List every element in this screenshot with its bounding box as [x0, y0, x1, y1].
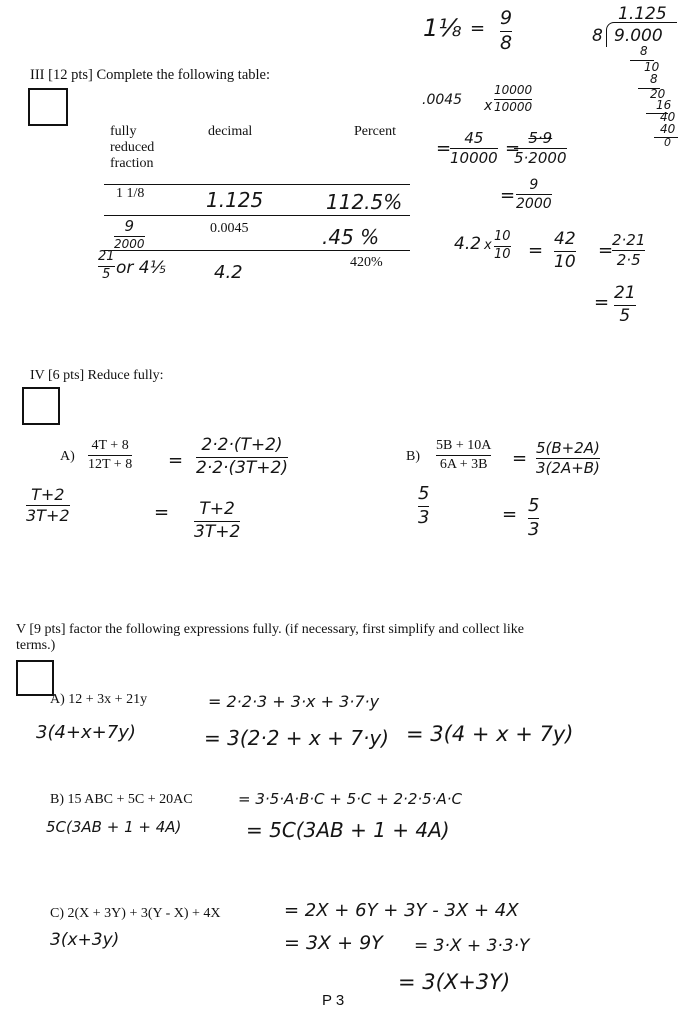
long-division-step: 16	[656, 98, 672, 112]
corner-equals: =	[470, 18, 486, 39]
problem-a-answer: T+2 3T+2	[26, 485, 70, 526]
factor-c-problem: C) 2(X + 3Y) + 3(Y - X) + 4X	[50, 906, 221, 921]
section-iv-score-box	[22, 387, 60, 425]
factor-a-problem: A) 12 + 3x + 21y	[50, 692, 148, 707]
factor-a-work: = 3(4 + x + 7y)	[406, 722, 574, 746]
table-row3-fraction: 21 5	[98, 249, 115, 282]
work-fraction: 9 2000	[516, 177, 552, 213]
work-times: x	[484, 98, 493, 114]
problem-b-expression: 5B + 10A 6A + 3B	[436, 438, 492, 473]
page-number: P 3	[322, 992, 345, 1009]
corner-fraction: 9 8	[500, 7, 513, 54]
work-fraction: 21 5	[614, 283, 636, 326]
long-division-quotient: 1.125	[618, 4, 667, 24]
section-v-score-box	[16, 660, 54, 696]
problem-a-equals: =	[154, 502, 170, 523]
table-header-fraction: fully reduced fraction	[110, 124, 155, 171]
table-row3-decimal: 4.2	[214, 262, 243, 283]
factor-b-work: = 3·5·A·B·C + 5·C + 2·2·5·A·C	[238, 790, 462, 808]
section-iv-title: IV [6 pts] Reduce fully:	[30, 368, 164, 383]
long-division-step: 8	[650, 72, 658, 86]
factor-c-work: = 2X + 6Y + 3Y - 3X + 4X	[284, 900, 519, 921]
problem-b-label: B)	[406, 449, 420, 464]
work-equals: =	[594, 292, 610, 313]
problem-a-label: A)	[60, 449, 75, 464]
work-fraction: 10 10	[494, 229, 511, 262]
factor-c-work: = 3(X+3Y)	[398, 970, 511, 994]
work-equals: =	[500, 185, 516, 206]
corner-mixed-number: 1⅛	[423, 14, 462, 42]
work-equals: =	[598, 240, 614, 261]
table-row1-decimal: 1.125	[206, 188, 264, 212]
table-header-rule	[104, 184, 410, 185]
table-row1-percent: 112.5%	[326, 190, 403, 214]
problem-a-work: 2·2·(T+2) 2·2·(3T+2)	[196, 435, 288, 478]
factor-c-answer: 3(x+3y)	[50, 930, 120, 950]
work-fraction: 5·9 5·2000	[514, 129, 567, 168]
long-division-divisor: 8	[592, 26, 603, 46]
problem-b-answer: 5 3	[418, 483, 430, 528]
factor-b-work: = 5C(3AB + 1 + 4A)	[246, 818, 450, 842]
table-header-decimal: decimal	[208, 124, 253, 139]
section-iii-score-box	[28, 88, 68, 126]
section-v-title: V [9 pts] factor the following expressions fully. (if necessary, first simplify and collect like	[16, 622, 525, 637]
work-fraction: 42 10	[554, 229, 576, 272]
work-equals: =	[436, 138, 452, 159]
work-fraction: 2·21 2·5	[612, 231, 646, 270]
factor-a-work: = 2·2·3 + 3·x + 3·7·y	[208, 692, 380, 711]
long-division-step: 40	[660, 122, 676, 136]
long-division-step: 0	[664, 136, 671, 149]
table-row1-fraction: 1 1/8	[116, 186, 145, 201]
factor-c-work: = 3·X + 3·3·Y	[414, 936, 530, 956]
table-row3-percent: 420%	[350, 255, 383, 270]
section-v-title-cont: terms.)	[16, 638, 56, 653]
problem-b-result: 5 3	[528, 495, 540, 540]
long-division-step: 10	[644, 60, 660, 74]
factor-c-work: = 3X + 9Y	[284, 932, 383, 954]
long-division-dividend: 9.000	[614, 26, 663, 46]
work-decimal: .0045	[422, 92, 463, 108]
long-division-step: 40	[660, 110, 676, 124]
table-row2-percent: .45 %	[322, 225, 380, 249]
long-division-step: 20	[650, 87, 666, 101]
table-row2-decimal: 0.0045	[210, 221, 249, 236]
table-row-rule	[104, 215, 410, 216]
work-equals: =	[528, 240, 544, 261]
work-equals: =	[505, 138, 521, 159]
table-header-percent: Percent	[354, 124, 396, 139]
problem-b-work: 5(B+2A) 3(2A+B)	[536, 439, 600, 478]
factor-b-answer: 5C(3AB + 1 + 4A)	[46, 818, 182, 836]
table-row-rule	[104, 250, 410, 251]
work-times: x	[484, 238, 492, 253]
work-fraction: 45 10000	[450, 129, 498, 168]
long-division-step: 8	[640, 44, 648, 58]
factor-a-answer: 3(4+x+7y)	[36, 722, 136, 743]
problem-b-equals: =	[502, 504, 518, 525]
factor-a-work: = 3(2·2 + x + 7·y)	[204, 726, 389, 750]
table-row3-fraction-alt: or 4⅕	[116, 258, 167, 278]
problem-a-result: T+2 3T+2	[194, 499, 241, 542]
problem-a-expression: 4T + 8 12T + 8	[88, 438, 133, 473]
work-fraction: 10000 10000	[494, 83, 533, 114]
work-decimal: 4.2	[454, 234, 482, 254]
problem-b-equals: =	[512, 448, 528, 469]
factor-b-problem: B) 15 ABC + 5C + 20AC	[50, 792, 193, 807]
section-iii-title: III [12 pts] Complete the following table:	[30, 67, 271, 83]
table-row2-fraction: 9 2000	[114, 217, 145, 252]
problem-a-equals: =	[168, 450, 184, 471]
